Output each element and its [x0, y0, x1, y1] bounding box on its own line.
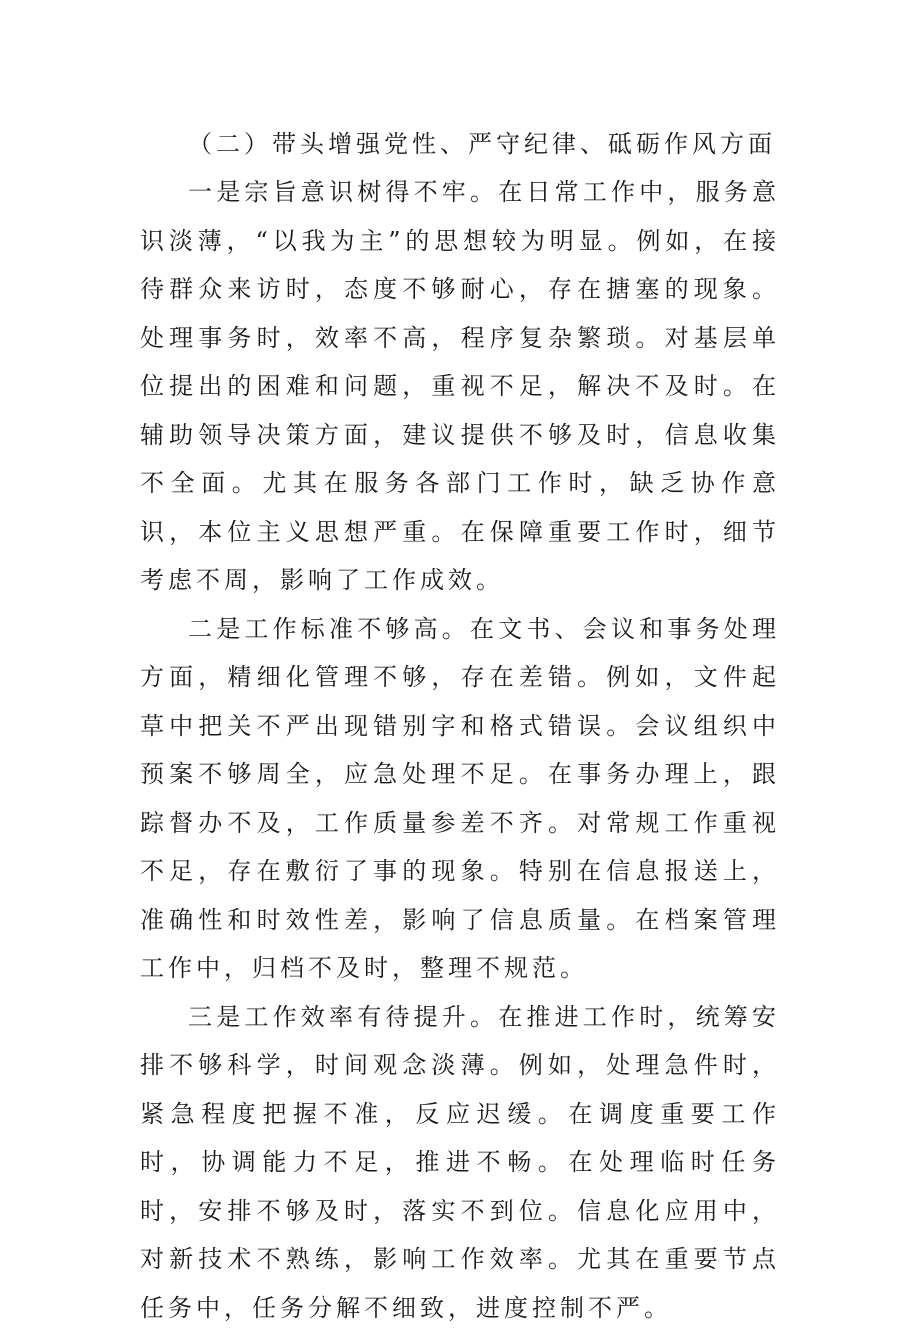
paragraph-1: 一是宗旨意识树得不牢。在日常工作中，服务意识淡薄，“以我为主”的思想较为明显。例如，在接待群众来访时，态度不够耐心，存在搪塞的现象。处理事务时，效率不高，程序复杂繁琐。对基层单位提出的困难和问题，重视不足，解决不及时。在辅助领导决策方面，建议提供不够及时，信息收集不全面。尤其在服务各部门工作时，缺乏协作意识，本位主义思想严重。在保障重要工作时，细节考虑不周，影响了工作成效。 — [140, 168, 780, 605]
paragraph-2: 二是工作标准不够高。在文书、会议和事务处理方面，精细化管理不够，存在差错。例如，文件起草中把关不严出现错别字和格式错误。会议组织中预案不够周全，应急处理不足。在事务办理上，跟踪督办不及，工作质量参差不齐。对常规工作重视不足，存在敷衍了事的现象。特别在信息报送上，准确性和时效性差，影响了信息质量。在档案管理工作中，归档不及时，整理不规范。 — [140, 605, 780, 993]
document-body — [140, 168, 780, 1332]
section-heading: （二）带头增强党性、严守纪律、砥砺作风方面 — [140, 127, 780, 161]
paragraph-3: 三是工作效率有待提升。在推进工作时，统筹安排不够科学，时间观念淡薄。例如，处理急件时，紧急程度把握不准，反应迟缓。在调度重要工作时，协调能力不足，推进不畅。在处理临时任务时，安排不够及时，落实不到位。信息化应用中，对新技术不熟练，影响工作效率。尤其在重要节点任务中，任务分解不细致，进度控制不严。 — [140, 993, 780, 1332]
